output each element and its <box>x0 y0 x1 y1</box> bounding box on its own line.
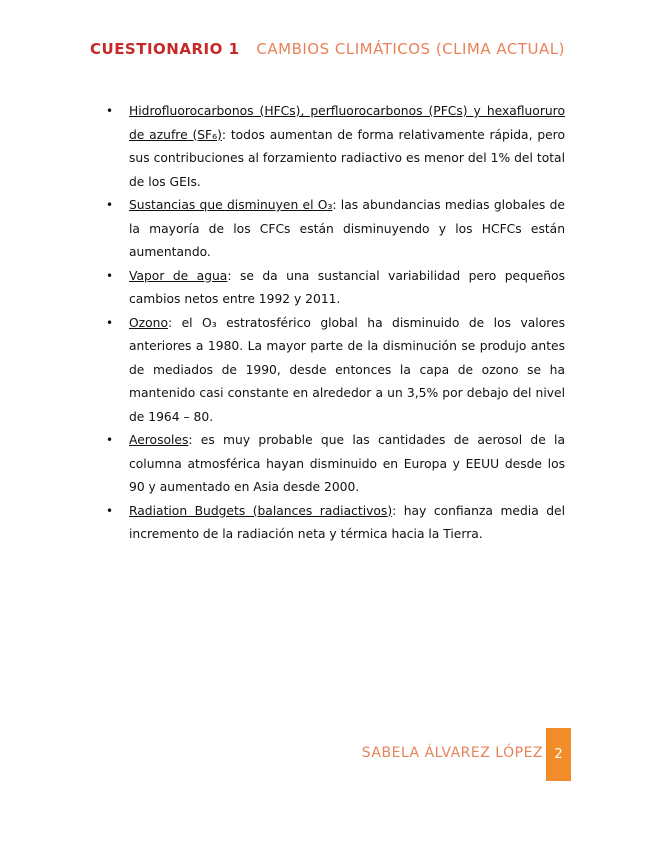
item-text: : es muy probable que las cantidades de aerosol de la columna atmosférica hayan disminuido en Europa y EEUU desde los 90 y aumentado en Asia desde 2000. <box>129 433 565 494</box>
page-number: 2 <box>546 728 571 781</box>
item-term: Vapor de agua <box>129 268 228 283</box>
bullet-list <box>100 100 565 547</box>
header-title: CUESTIONARIO 1 <box>90 40 240 58</box>
item-term: Radiation Budgets (balances radiactivos) <box>129 503 393 518</box>
list-item <box>100 100 565 194</box>
item-text: : hay confianza media del incremento de la radiación neta y térmica hacia la Tierra. <box>129 503 565 541</box>
list-item <box>100 312 565 430</box>
item-text: : el O₃ estratosférico global ha disminuido de los valores anteriores a 1980. La mayor parte de la disminución se produjo antes de mediados de 1990, desde entonces la capa de ozono se ha mantenido casi constante en alrededor a un 3,5% por debajo del nivel de 1964 – 80. <box>129 315 565 424</box>
bullet-icon: • <box>106 315 114 330</box>
bullet-icon: • <box>106 198 114 212</box>
bullet-icon: • <box>106 104 114 118</box>
bullet-icon: • <box>106 503 114 518</box>
item-text: : se da una sustancial variabilidad pero pequeños cambios netos entre 1992 y 2011. <box>129 268 565 306</box>
bullet-icon: • <box>106 433 114 447</box>
list-item <box>100 194 565 265</box>
footer-author: SABELA ÁLVAREZ LÓPEZ <box>361 745 543 761</box>
item-term: Sustancias que disminuyen el O₃ <box>129 198 333 212</box>
list-item <box>100 429 565 500</box>
item-text: : todos aumentan de forma relativamente rápida, pero sus contribuciones al forzamiento radiactivo es menor del 1% del total de los GEIs. <box>129 127 565 189</box>
list-item <box>100 500 565 547</box>
item-term: Aerosoles <box>129 433 189 447</box>
list-item <box>100 265 565 312</box>
item-term: Hidrofluorocarbonos (HFCs), perfluorocarbonos (PFCs) y hexafluoruro de azufre (SF₆) <box>129 104 565 142</box>
item-term: Ozono <box>129 315 168 330</box>
header-subtitle: CAMBIOS CLIMÁTICOS (CLIMA ACTUAL) <box>256 40 565 58</box>
item-text: : las abundancias medias globales de la mayoría de los CFCs están disminuyendo y los HCFCs están aumentando. <box>129 198 565 259</box>
bullet-icon: • <box>106 268 114 283</box>
